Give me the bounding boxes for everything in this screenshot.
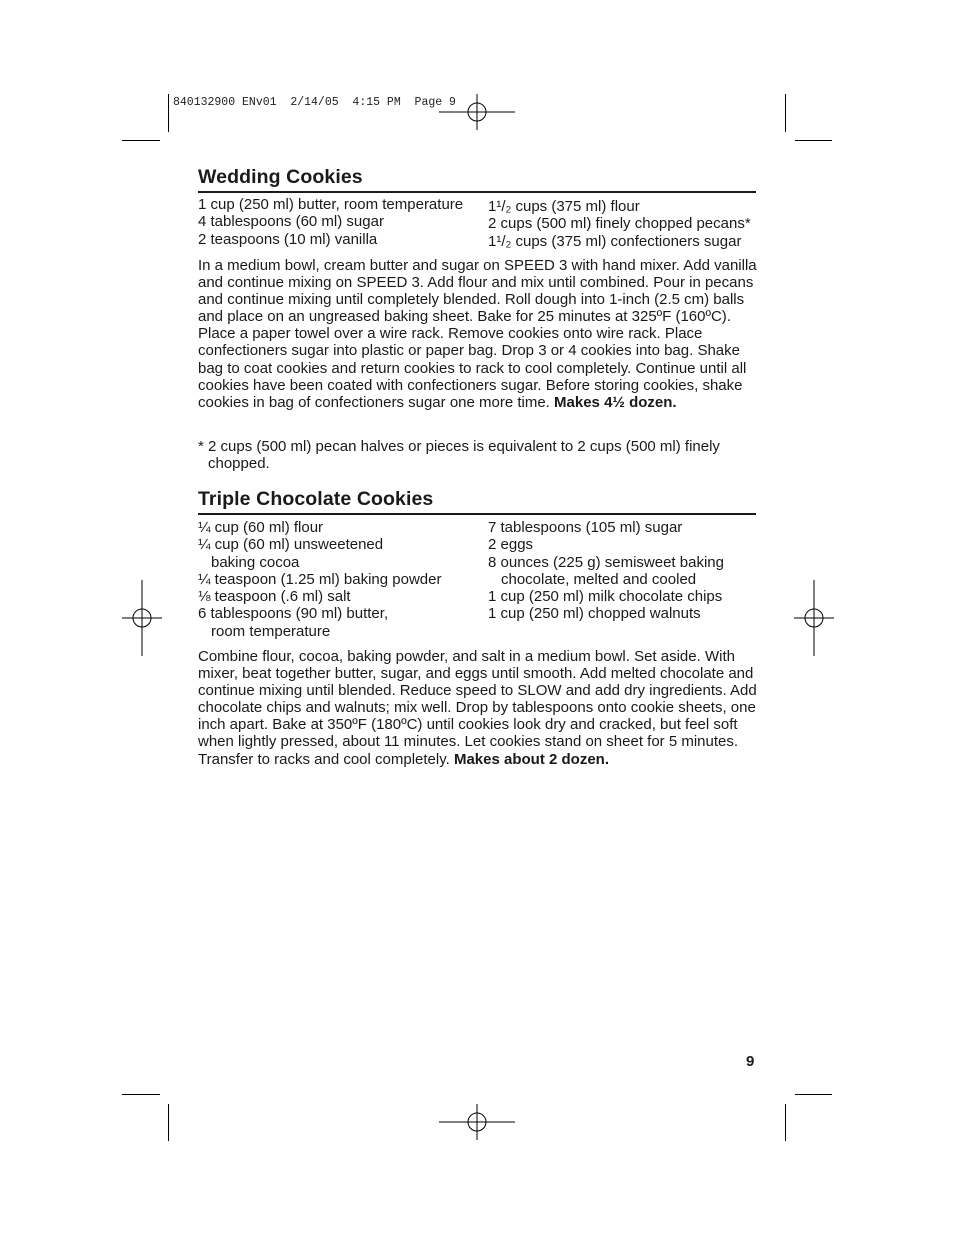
- print-slug: 840132900 ENv01 2/14/05 4:15 PM Page 9: [173, 96, 456, 109]
- ingredient: 2 cups (500 ml) finely chopped pecans*: [488, 215, 751, 233]
- ingredient: 1 cup (250 ml) milk chocolate chips: [488, 588, 723, 606]
- ingredient: ¼ cup (60 ml) unsweetened: [198, 536, 384, 554]
- ingredients-right: [488, 198, 751, 250]
- ingredient: ¼ cup (60 ml) flour: [198, 519, 324, 536]
- ingredient: ¼ teaspoon (1.25 ml) baking powder: [198, 570, 442, 588]
- ingredient: ⅛ teaspoon (.6 ml) salt: [198, 588, 351, 606]
- ingredient: 1 cup (250 ml) butter, room temperature: [198, 196, 464, 213]
- ingredients-left: [198, 196, 463, 248]
- ingredient: chocolate, melted and cooled: [501, 570, 697, 588]
- ingredient: 1¹/₂ cups (375 ml) flour: [488, 198, 640, 215]
- ingredients-left: [198, 519, 441, 640]
- crop-mark-br-h: [795, 1094, 832, 1095]
- crop-mark-tr-h: [795, 140, 832, 141]
- registration-mark-left-icon: [122, 580, 162, 656]
- crop-mark-tr-v: [785, 94, 786, 132]
- crop-mark-bl-h: [122, 1094, 160, 1095]
- recipe-title: Wedding Cookies: [198, 166, 756, 193]
- ingredient: baking cocoa: [211, 553, 300, 571]
- ingredient: 1¹/₂ cups (375 ml) confectioners sugar: [488, 232, 742, 250]
- crop-mark-br-v: [785, 1104, 786, 1141]
- registration-mark-top-icon: [439, 92, 515, 132]
- ingredient: 4 tablespoons (60 ml) sugar: [198, 213, 384, 231]
- ingredient: 8 ounces (225 g) semisweet baking: [488, 553, 724, 571]
- registration-mark-right-icon: [794, 580, 834, 656]
- crop-mark-tl-h: [122, 140, 160, 141]
- ingredient: room temperature: [211, 622, 331, 640]
- recipe-footnote: * 2 cups (500 ml) pecan halves or pieces is equivalent to 2 cups (500 ml) finely chopped.: [198, 438, 720, 473]
- recipe-directions: [198, 648, 758, 768]
- recipe-yield: Makes about 2 dozen.: [453, 750, 609, 768]
- ingredient: 2 teaspoons (10 ml) vanilla: [198, 230, 378, 248]
- page-number: 9: [746, 1053, 755, 1070]
- ingredient: 1 cup (250 ml) chopped walnuts: [488, 605, 701, 623]
- ingredient: 6 tablespoons (90 ml) butter,: [198, 605, 389, 623]
- directions-text: In a medium bowl, cream butter and sugar on SPEED 3 with hand mixer. Add vanilla and continue mixing on SPEED 3. Add flour and mix until combined. Pour in pecans and continue mixing until completely blended. Roll dough into 1-inch (2.5 cm) balls and place on an ungreased baking sheet. Bake for 25 minutes at 325ºF (160ºC). Place a paper towel over a wire rack. Remove cookies onto wire rack. Place confectioners sugar into plastic or paper bag. Drop 3 or 4 cookies into bag. Shake bag to coat cookies and return cookies to rack to cool completely. Continue until all cookies have been coated with confectioners sugar. Before storing cookies, shake cookies in bag of confectioners sugar one more time.: [198, 257, 757, 411]
- recipe-title: Triple Chocolate Cookies: [198, 488, 756, 515]
- recipe-yield: Makes 4½ dozen.: [554, 393, 677, 411]
- crop-mark-tl-v: [168, 94, 169, 132]
- directions-text: Combine flour, cocoa, baking powder, and salt in a medium bowl. Set aside. With mixer, beat together butter, sugar, and eggs until smooth. Add melted chocolate and continue mixing until blended. Reduce speed to SLOW and add dry ingredients. Add chocolate chips and walnuts; mix well. Drop by tablespoons onto cookie sheets, one inch apart. Bake at 350ºF (180ºC) until cookies look dry and cracked, but feel soft when lightly pressed, about 11 minutes. Let cookies stand on sheet for 5 minutes. Transfer to racks and cool completely.: [198, 648, 757, 768]
- ingredient: 7 tablespoons (105 ml) sugar: [488, 519, 683, 536]
- ingredients-right: [488, 519, 724, 623]
- registration-mark-bottom-icon: [439, 1102, 515, 1142]
- recipe-directions: [198, 257, 758, 411]
- ingredient: 2 eggs: [488, 536, 534, 554]
- crop-mark-bl-v: [168, 1104, 169, 1141]
